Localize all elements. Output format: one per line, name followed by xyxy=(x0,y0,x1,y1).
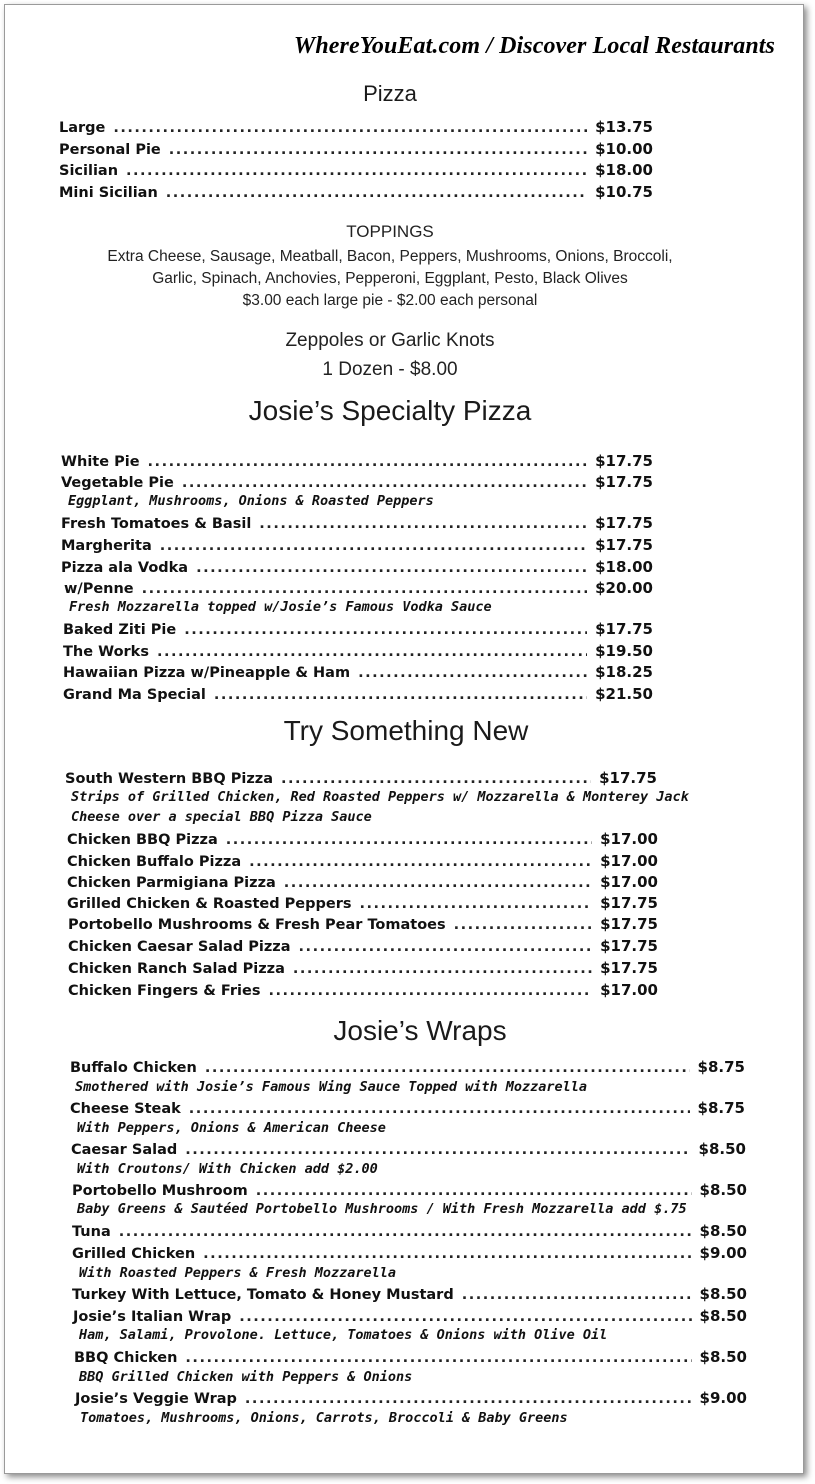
item-price: $17.75 xyxy=(600,894,658,912)
menu-item xyxy=(65,769,657,787)
print-smudge xyxy=(673,980,713,1020)
item-price: $17.75 xyxy=(595,620,653,638)
item-name: Chicken Caesar Salad Pizza xyxy=(68,939,291,955)
menu-item xyxy=(74,1348,747,1366)
menu-item xyxy=(61,536,653,554)
item-name: Caesar Salad xyxy=(71,1142,178,1158)
menu-item xyxy=(72,1181,747,1199)
item-name: Josie’s Veggie Wrap xyxy=(75,1391,237,1407)
item-price: $9.00 xyxy=(699,1244,747,1262)
item-name: Sicilian xyxy=(59,163,119,179)
item-price: $17.75 xyxy=(599,769,657,787)
item-price: $17.75 xyxy=(600,959,658,977)
menu-page xyxy=(4,4,804,1474)
item-name: w/Penne xyxy=(64,581,134,597)
menu-item xyxy=(70,1099,745,1117)
item-name: Large xyxy=(59,120,106,136)
item-name: Portobello Mushroom xyxy=(72,1183,248,1199)
item-name: Personal Pie xyxy=(59,142,161,158)
item-name: Chicken Ranch Salad Pizza xyxy=(68,961,285,977)
menu-item xyxy=(63,663,653,681)
menu-item xyxy=(72,1222,747,1240)
item-price: $10.00 xyxy=(595,140,653,158)
menu-item xyxy=(73,1307,747,1325)
item-price: $17.75 xyxy=(600,937,658,955)
wraps-heading: Josie’s Wraps xyxy=(333,1015,507,1046)
item-price: $8.50 xyxy=(699,1181,747,1199)
item-description: With Roasted Peppers & Fresh Mozzarella xyxy=(79,1265,396,1281)
item-description: Cheese over a special BBQ Pizza Sauce xyxy=(71,809,372,825)
item-name: South Western BBQ Pizza xyxy=(65,771,273,787)
item-name: Chicken Fingers & Fries xyxy=(68,983,261,999)
item-name: Fresh Tomatoes & Basil xyxy=(61,516,252,532)
item-price: $17.00 xyxy=(600,852,658,870)
item-name: Cheese Steak xyxy=(70,1101,181,1117)
item-price: $17.75 xyxy=(595,452,653,470)
item-description: Baby Greens & Sautéed Portobello Mushrooms / With Fresh Mozzarella add $.75 xyxy=(77,1201,687,1217)
item-name: Mini Sicilian xyxy=(59,185,158,201)
item-price: $8.50 xyxy=(699,1307,747,1325)
item-price: $19.50 xyxy=(595,642,653,660)
item-name: Tuna xyxy=(72,1224,111,1240)
menu-item xyxy=(68,981,658,999)
item-name: Grand Ma Special xyxy=(63,687,206,703)
item-price: $17.75 xyxy=(595,514,653,532)
menu-item xyxy=(63,620,653,638)
menu-item xyxy=(61,514,653,532)
item-price: $10.75 xyxy=(595,183,653,201)
toppings-line: Garlic, Spinach, Anchovies, Pepperoni, Eggplant, Pesto, Black Olives xyxy=(152,270,628,287)
menu-item xyxy=(63,642,653,660)
item-name: Baked Ziti Pie xyxy=(63,622,177,638)
item-price: $8.75 xyxy=(697,1058,745,1076)
item-price: $8.50 xyxy=(698,1140,746,1158)
new-heading: Try Something New xyxy=(283,715,529,746)
item-price: $17.75 xyxy=(595,473,653,491)
item-name: BBQ Chicken xyxy=(74,1350,178,1366)
menu-item xyxy=(67,830,658,848)
item-price: $17.75 xyxy=(595,536,653,554)
item-name: Grilled Chicken & Roasted Peppers xyxy=(67,896,352,912)
knots-price: 1 Dozen - $8.00 xyxy=(322,359,458,380)
item-name: The Works xyxy=(63,644,149,660)
item-name: Grilled Chicken xyxy=(72,1246,196,1262)
menu-item xyxy=(61,452,653,470)
item-price: $18.25 xyxy=(595,663,653,681)
menu-item xyxy=(61,558,653,576)
menu-item xyxy=(59,183,653,201)
item-name: Vegetable Pie xyxy=(61,475,174,491)
item-name: Chicken Parmigiana Pizza xyxy=(67,875,276,891)
item-price: $8.50 xyxy=(699,1285,747,1303)
item-name: Hawaiian Pizza w/Pineapple & Ham xyxy=(63,665,351,681)
item-description: Tomatoes, Mushrooms, Onions, Carrots, Broccoli & Baby Greens xyxy=(80,1410,568,1426)
item-description: Smothered with Josie’s Famous Wing Sauce Topped with Mozzarella xyxy=(75,1079,588,1095)
item-name: Josie’s Italian Wrap xyxy=(73,1309,232,1325)
item-name: Margherita xyxy=(61,538,152,554)
item-name: Pizza ala Vodka xyxy=(61,560,189,576)
item-price: $18.00 xyxy=(595,161,653,179)
menu-item xyxy=(64,579,653,597)
item-price: $9.00 xyxy=(699,1389,747,1407)
item-description: Ham, Salami, Provolone. Lettuce, Tomatoes & Onions with Olive Oil xyxy=(79,1327,608,1343)
item-name: Chicken BBQ Pizza xyxy=(67,832,218,848)
item-description: With Peppers, Onions & American Cheese xyxy=(77,1120,386,1136)
menu-item xyxy=(59,118,653,136)
pizza-heading: Pizza xyxy=(363,81,417,106)
item-name: Chicken Buffalo Pizza xyxy=(67,854,242,870)
menu-item xyxy=(67,873,658,891)
item-name: Turkey With Lettuce, Tomato & Honey Mustard xyxy=(72,1287,454,1303)
item-description: BBQ Grilled Chicken with Peppers & Onions xyxy=(79,1369,413,1385)
item-name: Portobello Mushrooms & Fresh Pear Tomatoes xyxy=(68,917,446,933)
item-price: $18.00 xyxy=(595,558,653,576)
toppings-line: Extra Cheese, Sausage, Meatball, Bacon, Peppers, Mushrooms, Onions, Broccoli, xyxy=(107,248,673,265)
item-price: $17.00 xyxy=(600,873,658,891)
menu-item xyxy=(59,161,653,179)
menu-item xyxy=(68,959,658,977)
menu-item xyxy=(68,937,658,955)
item-description: Eggplant, Mushrooms, Onions & Roasted Peppers xyxy=(68,493,434,509)
item-price: $8.50 xyxy=(699,1222,747,1240)
item-price: $21.50 xyxy=(595,685,653,703)
menu-item xyxy=(67,894,658,912)
item-description: Strips of Grilled Chicken, Red Roasted Peppers w/ Mozzarella & Monterey Jack xyxy=(71,789,689,805)
toppings-pricing: $3.00 each large pie - $2.00 each personal xyxy=(242,292,538,309)
item-price: $8.75 xyxy=(697,1099,745,1117)
item-price: $17.00 xyxy=(600,981,658,999)
menu-item xyxy=(61,473,653,491)
menu-item xyxy=(72,1244,747,1262)
menu-item xyxy=(67,852,658,870)
item-description: Fresh Mozzarella topped w/Josie’s Famous Vodka Sauce xyxy=(69,599,492,615)
item-description: With Croutons/ With Chicken add $2.00 xyxy=(77,1161,378,1177)
menu-item xyxy=(68,915,658,933)
toppings-title: TOPPINGS xyxy=(346,222,434,241)
site-title: WhereYouEat.com / Discover Local Restaurants xyxy=(293,33,775,59)
knots-title: Zeppoles or Garlic Knots xyxy=(285,330,495,351)
menu-item xyxy=(71,1140,746,1158)
item-price: $17.75 xyxy=(600,915,658,933)
menu-item xyxy=(75,1389,747,1407)
specialty-heading: Josie’s Specialty Pizza xyxy=(248,395,532,426)
item-name: White Pie xyxy=(61,454,140,470)
item-price: $17.00 xyxy=(600,830,658,848)
item-price: $20.00 xyxy=(595,579,653,597)
menu-item xyxy=(72,1285,747,1303)
item-price: $13.75 xyxy=(595,118,653,136)
item-price: $8.50 xyxy=(699,1348,747,1366)
menu-item xyxy=(70,1058,745,1076)
menu-item xyxy=(63,685,653,703)
item-name: Buffalo Chicken xyxy=(70,1060,197,1076)
menu-item xyxy=(59,140,653,158)
